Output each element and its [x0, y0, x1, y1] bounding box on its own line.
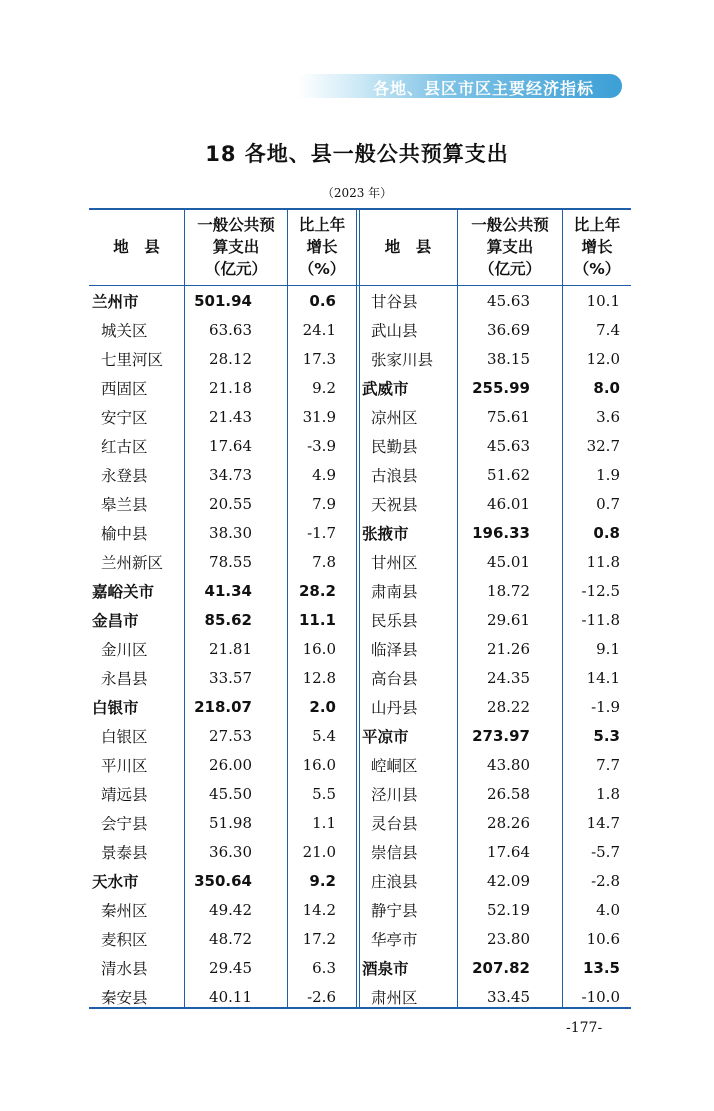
county-name: 甘谷县 [371, 292, 418, 311]
table-row [89, 634, 356, 663]
header-amount-line: 算支出 [486, 238, 534, 256]
growth-cell: 1.1 [312, 813, 336, 832]
table-row [89, 373, 356, 402]
county-name: 山丹县 [371, 698, 418, 717]
growth-cell: 9.2 [309, 871, 336, 890]
county-name: 华亭市 [371, 930, 418, 949]
header-name-label: 地 县 [384, 238, 432, 256]
amount-cell: 48.72 [209, 929, 252, 948]
amount-cell: 36.30 [209, 842, 252, 861]
amount-cell: 273.97 [472, 726, 530, 745]
amount-cell: 85.62 [204, 610, 252, 629]
growth-cell: 1.9 [596, 465, 620, 484]
amount-cell: 45.50 [209, 784, 252, 803]
amount-cell: 17.64 [487, 842, 530, 861]
county-name: 肃州区 [371, 988, 418, 1007]
growth-cell: 11.8 [586, 552, 620, 571]
growth-cell: 9.2 [312, 378, 336, 397]
header-amount-line: 一般公共预 [197, 216, 275, 234]
amount-cell: 34.73 [209, 465, 252, 484]
amount-cell: 45.01 [487, 552, 530, 571]
amount-cell: 196.33 [472, 523, 530, 542]
county-name: 甘州区 [371, 553, 418, 572]
table-row [89, 895, 356, 924]
growth-cell: 11.1 [298, 610, 336, 629]
growth-cell: 0.8 [593, 523, 620, 542]
county-name: 靖远县 [101, 785, 148, 804]
growth-cell: 14.7 [586, 813, 620, 832]
header-growth-line: 增长 [581, 238, 613, 256]
amount-cell: 207.82 [472, 958, 530, 977]
section-banner [298, 74, 622, 98]
growth-cell: -12.5 [581, 581, 620, 600]
growth-cell: 0.6 [309, 291, 336, 310]
county-name: 安宁区 [101, 408, 148, 427]
amount-cell: 51.98 [209, 813, 252, 832]
growth-cell: 0.7 [596, 494, 620, 513]
growth-cell: 10.6 [586, 929, 620, 948]
county-name: 会宁县 [101, 814, 148, 833]
amount-cell: 51.62 [487, 465, 530, 484]
header-amount-line: 算支出 [212, 238, 260, 256]
growth-cell: 12.8 [302, 668, 336, 687]
amount-cell: 49.42 [209, 900, 252, 919]
county-name: 皋兰县 [101, 495, 148, 514]
table-row [359, 518, 631, 547]
growth-cell: 4.0 [596, 900, 620, 919]
county-name: 静宁县 [371, 901, 418, 920]
table-row [359, 953, 631, 982]
growth-cell: 5.5 [312, 784, 336, 803]
city-name: 嘉峪关市 [92, 582, 155, 601]
growth-cell: 4.9 [312, 465, 336, 484]
header-name-right [359, 210, 457, 284]
county-name: 张家川县 [371, 350, 434, 369]
table-row [89, 431, 356, 460]
amount-cell: 46.01 [487, 494, 530, 513]
growth-cell: 21.0 [302, 842, 336, 861]
table-row [359, 605, 631, 634]
table-row [359, 982, 631, 1011]
growth-cell: 9.1 [596, 639, 620, 658]
table-row [89, 692, 356, 721]
amount-cell: 38.15 [487, 349, 530, 368]
table-row [89, 808, 356, 837]
growth-cell: -1.7 [307, 523, 336, 542]
county-name: 崇信县 [371, 843, 418, 862]
growth-cell: 28.2 [298, 581, 336, 600]
table-row [89, 924, 356, 953]
amount-cell: 17.64 [209, 436, 252, 455]
amount-cell: 38.30 [209, 523, 252, 542]
amount-cell: 218.07 [194, 697, 252, 716]
amount-cell: 29.61 [487, 610, 530, 629]
county-name: 民勤县 [371, 437, 418, 456]
table-row [89, 576, 356, 605]
growth-cell: 14.2 [302, 900, 336, 919]
amount-cell: 28.12 [209, 349, 252, 368]
growth-cell: 32.7 [586, 436, 620, 455]
amount-cell: 27.53 [209, 726, 252, 745]
amount-cell: 21.18 [209, 378, 252, 397]
growth-cell: 7.7 [596, 755, 620, 774]
county-name: 灵台县 [371, 814, 418, 833]
table-row [89, 837, 356, 866]
growth-cell: 7.9 [312, 494, 336, 513]
growth-cell: -10.0 [581, 987, 620, 1006]
table-row [89, 315, 356, 344]
table-row [359, 750, 631, 779]
header-amount-line: （亿元） [204, 260, 267, 278]
amount-cell: 41.34 [204, 581, 252, 600]
header-amount-line: 一般公共预 [471, 216, 549, 234]
county-name: 秦安县 [101, 988, 148, 1007]
growth-cell: 17.3 [302, 349, 336, 368]
city-name: 兰州市 [92, 292, 139, 311]
growth-cell: 31.9 [302, 407, 336, 426]
header-growth-line: （%） [573, 260, 621, 278]
header-name-label: 地 县 [113, 238, 160, 256]
growth-cell: -1.9 [591, 697, 620, 716]
county-name: 崆峒区 [371, 756, 418, 775]
table-row [359, 634, 631, 663]
amount-cell: 45.63 [487, 436, 530, 455]
amount-cell: 78.55 [209, 552, 252, 571]
growth-cell: 14.1 [586, 668, 620, 687]
county-name: 永登县 [101, 466, 148, 485]
table-row [359, 837, 631, 866]
table-row [89, 489, 356, 518]
growth-cell: 6.3 [312, 958, 336, 977]
table-row [89, 866, 356, 895]
table-year: （2023 年） [321, 186, 393, 200]
table-row [359, 663, 631, 692]
header-amount-right [458, 210, 562, 284]
amount-cell: 33.45 [487, 987, 530, 1006]
county-name: 兰州新区 [101, 553, 164, 572]
county-name: 麦积区 [101, 930, 148, 949]
amount-cell: 23.80 [487, 929, 530, 948]
table-row [89, 721, 356, 750]
table-row [89, 518, 356, 547]
growth-cell: 8.0 [593, 378, 620, 397]
city-name: 武威市 [362, 379, 409, 398]
growth-cell: -2.8 [591, 871, 620, 890]
table-row [359, 547, 631, 576]
county-name: 西固区 [101, 379, 148, 398]
county-name: 凉州区 [371, 408, 418, 427]
header-name-left [89, 210, 184, 284]
table-row [89, 460, 356, 489]
table-row [89, 779, 356, 808]
growth-cell: 12.0 [586, 349, 620, 368]
table-row [359, 431, 631, 460]
growth-cell: 17.2 [302, 929, 336, 948]
page-number: -177- [566, 1020, 603, 1036]
table-row [89, 547, 356, 576]
growth-cell: 5.3 [593, 726, 620, 745]
amount-cell: 350.64 [194, 871, 252, 890]
county-name: 白银区 [101, 727, 148, 746]
growth-cell: 16.0 [302, 755, 336, 774]
county-name: 高台县 [371, 669, 418, 688]
table-row [89, 286, 356, 315]
county-name: 城关区 [101, 321, 148, 340]
county-name: 民乐县 [371, 611, 418, 630]
county-name: 平川区 [101, 756, 148, 775]
growth-cell: 13.5 [582, 958, 620, 977]
table-row [359, 895, 631, 924]
table-row [89, 663, 356, 692]
table-row [359, 808, 631, 837]
growth-cell: 3.6 [596, 407, 620, 426]
table-row [359, 576, 631, 605]
growth-cell: 1.8 [596, 784, 620, 803]
amount-cell: 255.99 [472, 378, 530, 397]
table-row [89, 402, 356, 431]
county-name: 榆中县 [101, 524, 148, 543]
amount-cell: 18.72 [487, 581, 530, 600]
table-row [89, 982, 356, 1011]
section-banner-text: 各地、县区市区主要经济指标 [372, 79, 594, 98]
county-name: 清水县 [101, 959, 148, 978]
header-amount-left [185, 210, 287, 284]
city-name: 白银市 [92, 698, 139, 717]
table-row [359, 286, 631, 315]
table-row [89, 750, 356, 779]
growth-cell: 5.4 [312, 726, 336, 745]
county-name: 七里河区 [101, 350, 164, 369]
header-growth-left [288, 210, 356, 284]
table-row [359, 344, 631, 373]
amount-cell: 75.61 [487, 407, 530, 426]
table-row [359, 924, 631, 953]
county-name: 泾川县 [371, 785, 418, 804]
table-row [89, 605, 356, 634]
county-name: 临泽县 [371, 640, 418, 659]
table-row [89, 953, 356, 982]
table-row [359, 315, 631, 344]
amount-cell: 42.09 [487, 871, 530, 890]
county-name: 永昌县 [101, 669, 148, 688]
header-growth-line: （%） [298, 260, 346, 278]
county-name: 红古区 [101, 437, 148, 456]
growth-cell: -3.9 [307, 436, 336, 455]
city-name: 金昌市 [92, 611, 139, 630]
growth-cell: 2.0 [309, 697, 336, 716]
amount-cell: 21.81 [209, 639, 252, 658]
amount-cell: 28.26 [487, 813, 530, 832]
amount-cell: 40.11 [209, 987, 252, 1006]
county-name: 金川区 [101, 640, 148, 659]
table-row [359, 489, 631, 518]
amount-cell: 21.26 [487, 639, 530, 658]
amount-cell: 20.55 [209, 494, 252, 513]
county-name: 天祝县 [371, 495, 418, 514]
header-growth-line: 增长 [306, 238, 338, 256]
amount-cell: 33.57 [209, 668, 252, 687]
amount-cell: 24.35 [487, 668, 530, 687]
table-row [359, 460, 631, 489]
header-growth-line: 比上年 [298, 216, 346, 234]
header-growth-right [563, 210, 631, 284]
growth-cell: -5.7 [591, 842, 620, 861]
amount-cell: 29.45 [209, 958, 252, 977]
table-row [359, 866, 631, 895]
city-name: 酒泉市 [362, 959, 409, 978]
page-title: 18 各地、县一般公共预算支出 [205, 142, 509, 166]
growth-cell: 16.0 [302, 639, 336, 658]
growth-cell: -11.8 [581, 610, 620, 629]
growth-cell: 10.1 [586, 291, 620, 310]
county-name: 秦州区 [101, 901, 148, 920]
table-row [359, 373, 631, 402]
county-name: 肃南县 [371, 582, 418, 601]
table-row [359, 402, 631, 431]
table-row [359, 692, 631, 721]
city-name: 平凉市 [362, 727, 409, 746]
table-row [89, 344, 356, 373]
amount-cell: 63.63 [209, 320, 252, 339]
county-name: 古浪县 [371, 466, 418, 485]
amount-cell: 501.94 [194, 291, 252, 310]
city-name: 张掖市 [362, 524, 409, 543]
amount-cell: 45.63 [487, 291, 530, 310]
header-growth-line: 比上年 [573, 216, 621, 234]
amount-cell: 28.22 [487, 697, 530, 716]
table-row [359, 779, 631, 808]
growth-cell: 7.8 [312, 552, 336, 571]
header-amount-line: （亿元） [478, 260, 541, 278]
growth-cell: 24.1 [302, 320, 336, 339]
amount-cell: 26.58 [487, 784, 530, 803]
amount-cell: 36.69 [487, 320, 530, 339]
amount-cell: 21.43 [209, 407, 252, 426]
county-name: 庄浪县 [371, 872, 418, 891]
growth-cell: 7.4 [596, 320, 620, 339]
amount-cell: 52.19 [487, 900, 530, 919]
amount-cell: 43.80 [487, 755, 530, 774]
county-name: 景泰县 [101, 843, 148, 862]
amount-cell: 26.00 [209, 755, 252, 774]
growth-cell: -2.6 [307, 987, 336, 1006]
county-name: 武山县 [371, 321, 418, 340]
city-name: 天水市 [92, 872, 139, 891]
table-row [359, 721, 631, 750]
